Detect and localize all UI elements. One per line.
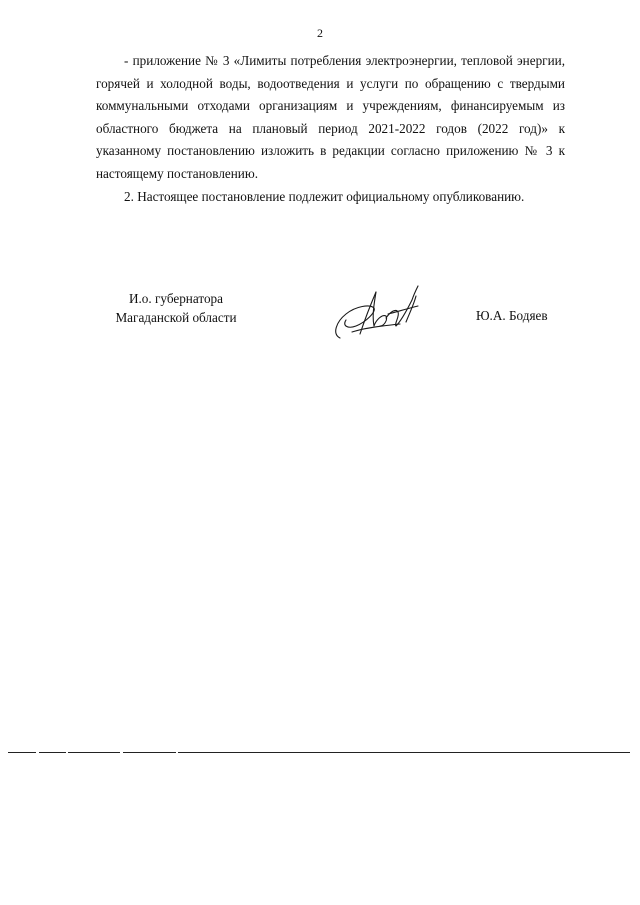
footer-divider-gaps — [8, 751, 630, 755]
signatory-position — [96, 289, 256, 327]
paragraph-publication: 2. Настоящее постановление подлежит официальному опубликованию. — [124, 188, 525, 204]
signatory-position-line1: И.о. губернатора — [128, 291, 224, 306]
signatory-position-line2: Магаданской области — [115, 310, 237, 325]
paragraph-appendix-3: - приложение № 3 «Лимиты потребления электроэнергии, тепловой энергии, горячей и холодной воды, водоотведения и услуги по обращению с твердыми коммунальными отходами организациям и учреждениям, финансируемым из областного бюджета на плановый период 2021-2022 годов (2022 год)» к указанному постановлению изложить в редакции согласно приложению № 3 к настоящему постановлению. — [96, 53, 565, 181]
page-number: 2 — [317, 26, 323, 40]
signatory-name: Ю.А. Бодяев — [476, 308, 548, 323]
handwritten-signature — [330, 282, 426, 344]
document-body — [96, 50, 565, 208]
